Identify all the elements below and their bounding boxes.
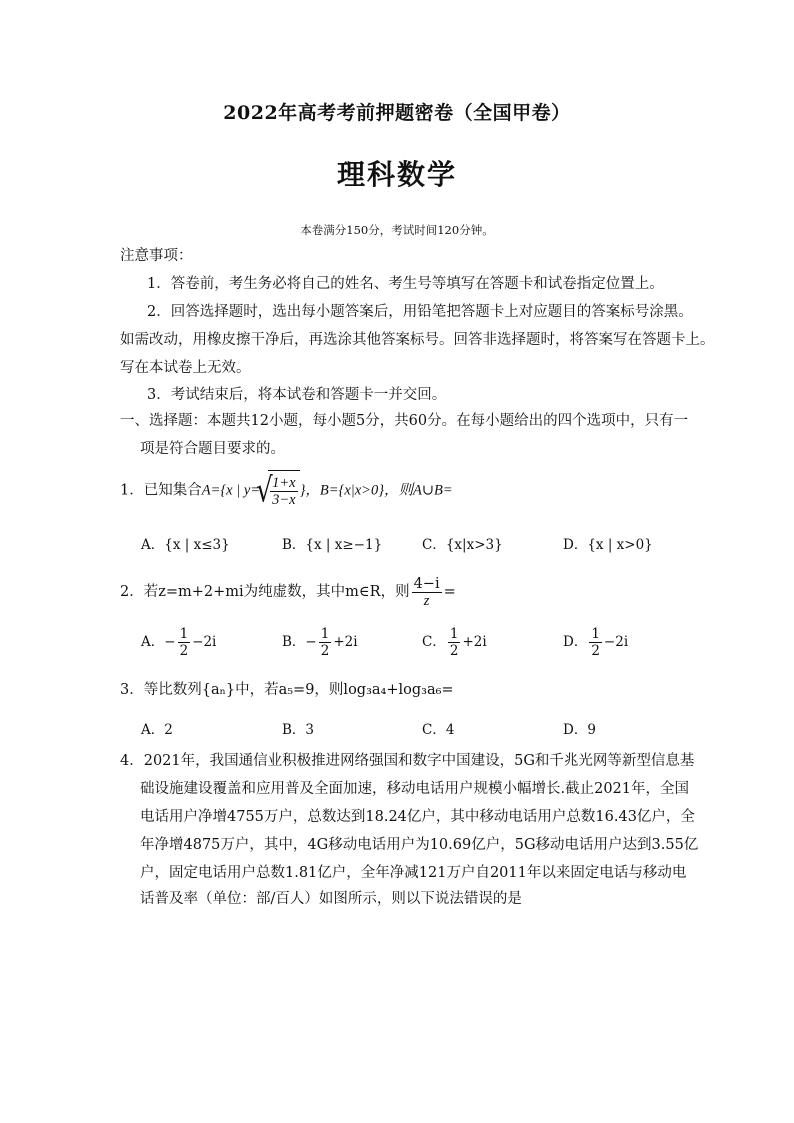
note-item-3: 3．考试结束后，将本试卷和答题卡一并交回。 xyxy=(147,387,447,403)
question-2-option-c xyxy=(422,624,487,660)
note-item-2-line-2: 如需改动，用橡皮擦干净后，再选涂其他答案标号。回答非选择题时，将答案写在答题卡上。 xyxy=(120,332,715,348)
question-1-option-c: C．{x|x>3} xyxy=(422,537,503,553)
question-2-option-d-fraction xyxy=(589,626,602,659)
question-2-option-b xyxy=(282,624,358,660)
question-2-fraction-denominator: z xyxy=(423,592,430,609)
question-3: 3．等比数列{aₙ}中，若a₅=9，则log₃a₄+log₃a₆= xyxy=(120,682,454,698)
section-1-line-2: 项是符合题目要求的。 xyxy=(140,441,285,457)
question-1-set-a-left: A={x | y= xyxy=(201,482,261,499)
note-item-2-line-1: 2．回答选择题时，选出每小题答案后，用铅笔把答题卡上对应题目的答案标号涂黑。 xyxy=(147,304,693,320)
question-2-option-b-fraction xyxy=(319,626,332,659)
question-1-option-d: D．{x | x>0} xyxy=(563,537,653,553)
section-1-line-1: 一、选择题：本题共12小题，每小题5分，共60分。在每小题给出的四个选项中，只有一 xyxy=(120,413,689,429)
question-1-set-b: ，B={x|x>0}，则A∪B= xyxy=(305,482,453,499)
question-2-prefix: 2．若z=m+2+mi为纯虚数，其中m∈R，则 xyxy=(120,584,410,600)
question-4-line-4: 年净增4875万户，其中，4G移动电话用户为10.69亿户，5G移动电话用户达到3.55亿 xyxy=(140,837,699,853)
option-c-denominator: 2 xyxy=(449,643,459,659)
option-d-numerator: 1 xyxy=(591,626,600,642)
question-1-set-a-right: } xyxy=(299,482,306,499)
question-2-option-c-label: C． xyxy=(422,634,446,650)
option-a-denominator: 2 xyxy=(179,643,189,659)
question-2-option-a-label: A．− xyxy=(141,634,176,650)
question-2-suffix: = xyxy=(443,584,456,600)
question-4-line-1: 4．2021年，我国通信业积极推进网络强国和数字中国建设，5G和千兆光网等新型信息基 xyxy=(120,753,695,769)
question-1-fraction xyxy=(270,475,297,508)
question-2-option-d xyxy=(563,624,628,660)
option-c-numerator: 1 xyxy=(449,626,459,642)
question-2-option-a xyxy=(141,624,216,660)
question-2-option-d-label: D． xyxy=(563,634,588,650)
question-2-option-a-fraction xyxy=(178,626,191,659)
sqrt-symbol xyxy=(268,470,299,511)
note-item-1: 1．答卷前，考生务必将自己的姓名、考生号等填写在答题卡和试卷指定位置上。 xyxy=(147,276,664,292)
question-1-option-a: A．{x | x≤3} xyxy=(141,537,230,553)
question-3-option-b: B．3 xyxy=(282,722,315,738)
question-2-fraction xyxy=(412,576,442,609)
question-2-option-a-tail: −2i xyxy=(192,634,217,650)
question-4-line-5: 户，固定电话用户总数1.81亿户，全年净减121万户自2011年以来固定电话与移动电 xyxy=(140,865,687,881)
question-3-option-c: C．4 xyxy=(422,722,455,738)
question-2-option-c-fraction xyxy=(448,626,461,659)
option-d-denominator: 2 xyxy=(591,643,600,659)
question-1-prefix: 1．已知集合 xyxy=(120,482,202,499)
question-3-option-a: A．2 xyxy=(141,722,173,738)
question-3-option-d: D．9 xyxy=(563,722,596,738)
option-b-denominator: 2 xyxy=(320,643,330,659)
option-a-numerator: 1 xyxy=(179,626,189,642)
question-2-option-c-tail: +2i xyxy=(462,634,487,650)
exam-info: 本卷满分150分，考试时间120分钟。 xyxy=(300,223,494,237)
question-1-option-b: B．{x | x≥−1} xyxy=(282,537,383,553)
question-1-fraction-numerator: √ 1+x xyxy=(272,474,296,491)
question-4-line-6: 话普及率（单位：部/百人）如图所示，则以下说法错误的是 xyxy=(140,891,522,907)
question-2-fraction-numerator: 4−i xyxy=(413,575,440,592)
note-item-2-line-3: 写在本试卷上无效。 xyxy=(120,360,251,376)
subject-title: 理科数学 xyxy=(336,158,457,191)
question-4-line-3: 电话用户净增4755万户，总数达到18.24亿户，其中移动电话用户总数16.43亿户，全 xyxy=(140,809,695,825)
question-1 xyxy=(120,470,453,511)
exam-title: 2022年高考考前押题密卷（全国甲卷） xyxy=(223,102,571,124)
notes-heading: 注意事项： xyxy=(120,248,193,264)
question-2 xyxy=(120,574,456,610)
question-1-fraction-denominator: 3−x xyxy=(272,491,296,508)
option-b-numerator: 1 xyxy=(320,626,330,642)
question-2-option-b-tail: +2i xyxy=(333,634,358,650)
question-2-option-b-label: B．− xyxy=(282,634,317,650)
question-2-option-d-tail: −2i xyxy=(603,634,629,650)
question-4-line-2: 础设施建设覆盖和应用普及全面加速，移动电话用户规模小幅增长.截止2021年，全国 xyxy=(140,781,690,797)
